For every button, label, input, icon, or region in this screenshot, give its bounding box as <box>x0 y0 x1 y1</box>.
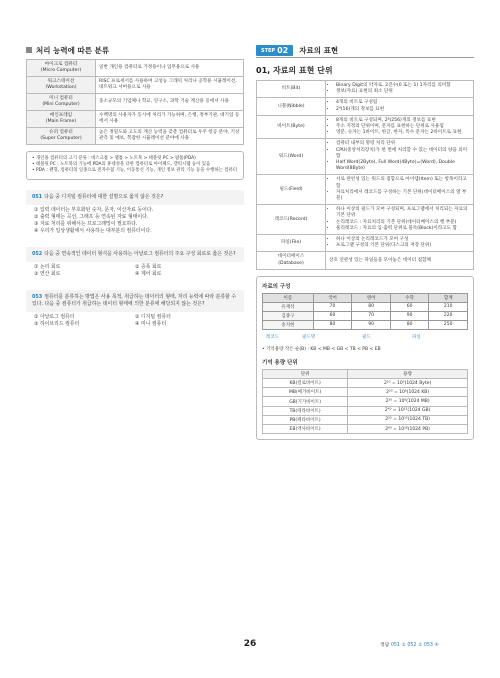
grade-cell: 60 <box>390 302 429 311</box>
unit-name: 비트(Bit) <box>257 81 326 98</box>
grade-cell: 250 <box>429 320 468 329</box>
answer-option[interactable]: ① 입력 데이터는 부호화된 숫자, 문자, 이산자료 등이다. <box>34 206 154 213</box>
class-name: 슈퍼 컴퓨터 (Super Computer) <box>27 128 96 145</box>
example-box <box>256 276 474 440</box>
question-number: 053 <box>32 293 43 300</box>
page-number: 26 <box>243 639 257 649</box>
unit-item: • 영문, 숫자는 1바이트, 한글, 한자, 특수 문자는 2바이트로 표현 <box>336 130 470 136</box>
options <box>26 262 244 280</box>
grade-cell: 80 <box>313 320 352 329</box>
note-box <box>26 151 244 180</box>
unit-item: • 자료처리에서 레코드를 구성하는 기본 단위(데이터베이스의 열 부분) <box>336 190 470 202</box>
unit-item: 상호 연관성 있는 파일들을 모아놓은 데이터 집합체 <box>329 257 431 263</box>
answer-option[interactable]: ② 출력 형태는 곡선, 그래프 등 연속된 자료 형태이다. <box>34 213 149 220</box>
unit-item: • 컴퓨터 내부의 명령 처리 단위 <box>336 141 470 147</box>
question-text: 다음 중 연속적인 데이터 형식을 사용하는 아날로그 컴퓨터의 주요 구성 회로로 옳은 것은? <box>44 250 236 257</box>
question-box <box>26 247 244 262</box>
unit-desc <box>326 115 474 139</box>
answer-option[interactable]: ① 논리 회로 <box>34 263 61 270</box>
grade-row <box>263 320 468 329</box>
unit-name: 바이트(Byte) <box>257 115 326 139</box>
answer-option[interactable]: ③ 자료 처리를 위해서는 프로그래밍이 필요하다. <box>34 220 138 227</box>
capacity-cell: 2⁵⁰ = 10¹⁵(1024 TB) <box>348 415 468 424</box>
step-header <box>256 44 474 58</box>
structure-labels <box>262 330 468 344</box>
question-box <box>26 190 244 205</box>
unit-item: • 물리레코드 : 자료의 입·출력 단위로 블록(Block)이라고도 함 <box>336 226 470 232</box>
capacity-cell: GB(기가바이트) <box>263 397 348 406</box>
grade-header: 합계 <box>429 293 468 302</box>
grade-cell: 210 <box>429 302 468 311</box>
step-title: 자료의 표현 <box>299 46 339 55</box>
class-desc: RISC 프로세서를 사용하여 고성능 그래픽 처리나 공학용 시뮬레이션, 네트워크 서버용으로 사용 <box>96 77 244 94</box>
unit-item: • 서로 관련성 있는 워드의 집합으로 아이템(Item) 또는 항목이라고 함 <box>336 177 470 189</box>
unit-item: • 2⁴(16)개의 정보를 표현 <box>336 107 470 113</box>
grade-header: 영어 <box>352 293 391 302</box>
grade-cell: 60 <box>313 311 352 320</box>
unit-item: • Binary Digit의 약자로, 2진수(0 또는 1) 1자리를 의미함 <box>336 83 470 89</box>
answer-option[interactable]: ② 증폭 회로 <box>135 263 162 270</box>
capacity-cell: TB(테라바이트) <box>263 406 348 415</box>
unit-item: • 하나 이상의 논리레코드가 모여 구성 <box>336 237 470 243</box>
capacity-cell: KB(킬로바이트) <box>263 379 348 388</box>
grade-header: 국어 <box>313 293 352 302</box>
grade-cell: 90 <box>390 311 429 320</box>
example-title: 자료의 구성 <box>262 283 291 290</box>
class-row <box>27 111 244 128</box>
unit-item: • 논리레코드 : 자료처리의 기본 단위(데이터베이스의 행 부분) <box>336 220 470 226</box>
unit-name: 파일(File) <box>257 235 326 252</box>
class-row <box>27 77 244 94</box>
options <box>26 205 244 237</box>
label-field: 필드 <box>362 334 371 340</box>
note-line: • 태블릿 PC : 노트북의 기능에 PDA의 휴대성을 더한 컴퓨터로 아이패드, 갤럭시탭 등이 있음 <box>32 162 211 168</box>
question-number: 051 <box>32 193 43 200</box>
section-title: 처리 능력에 따른 분류 <box>26 44 244 56</box>
capacity-header: 단위 <box>263 369 348 378</box>
grade-row <box>263 302 468 311</box>
class-row <box>27 60 244 77</box>
unit-row <box>257 205 474 235</box>
capacity-cell: MB(메가바이트) <box>263 388 348 397</box>
class-row <box>27 128 244 145</box>
question-box <box>26 290 244 312</box>
unit-item: • CPU(중앙처리장치)가 한 번에 처리할 수 있는 데이터의 양을 의미함 <box>336 148 470 160</box>
left-column <box>26 44 244 340</box>
grade-cell: 송지현 <box>263 320 314 329</box>
class-desc: 수백명의 사용자가 동시에 처리가 가능하며, 은행, 정부기관, 대기업 등에서 사용 <box>96 111 244 128</box>
unit-item: • 정보(자료) 표현의 최소 단위 <box>336 89 470 95</box>
options <box>26 312 244 330</box>
answer-option[interactable]: ④ 제어 회로 <box>135 270 162 277</box>
note-line: • 개인용 컴퓨터의 크기 분류 : 데스크톱 > 랩톱 > 노트북 > 태블릿 PC > 팜톱(PDA) <box>32 156 196 161</box>
class-name: 메인프레임 (Main Frame) <box>27 111 96 128</box>
capacity-header: 용량 <box>348 369 468 378</box>
label-file: 파일 <box>412 334 421 340</box>
grade-cell: 김종구 <box>263 311 314 320</box>
capacity-row <box>263 388 468 397</box>
unit-name: 레코드(Record) <box>257 205 326 235</box>
answer-option[interactable]: ③ 하이브리드 컴퓨터 <box>34 320 80 327</box>
answer-values: 051 ② 052 ② 053 ④ <box>390 643 439 648</box>
unit-name: 데이터베이스 (Database) <box>257 252 326 269</box>
unit-desc <box>326 235 474 252</box>
capacity-cell: 2¹⁰ = 10³(1024 Byte) <box>348 379 468 388</box>
capacity-cell: 2⁶⁰ = 10¹⁸(1024 PB) <box>348 425 468 434</box>
grade-table <box>262 293 468 330</box>
unit-desc <box>326 252 474 269</box>
unit-item: • 프로그램 구성의 기본 단위(디스크의 저장 단위) <box>336 243 470 249</box>
grade-header: 이름 <box>263 293 314 302</box>
grade-cell: 90 <box>352 320 391 329</box>
unit-desc <box>326 139 474 175</box>
units-table <box>256 80 474 270</box>
label-fieldname: 필드명 <box>302 334 316 340</box>
note-line: • PDA : 펜형, 컴퓨터의 일종으로 전자수첩 기능, 이동통신 기능, 개인 정보 관리 기능 등을 수행하는 컴퓨터 <box>32 168 237 174</box>
class-name: 미니 컴퓨터 (Mini Computer) <box>27 94 96 111</box>
unit-desc <box>326 175 474 205</box>
unit-desc <box>326 98 474 115</box>
question <box>26 190 244 237</box>
label-record: 레코드 <box>266 334 280 340</box>
unit-row <box>257 175 474 205</box>
answer-option[interactable]: ④ 우리가 일상생활에서 사용하는 대부분의 컴퓨터이다. <box>34 227 152 234</box>
question-text: 다음 중 디지털 컴퓨터에 대한 설명으로 옳지 않은 것은? <box>44 193 164 200</box>
right-column <box>256 44 474 440</box>
grade-cell: 220 <box>429 311 468 320</box>
answer-option[interactable]: ① 아날로그 컴퓨터 <box>34 313 75 320</box>
capacity-cell: PB(페타바이트) <box>263 415 348 424</box>
grade-cell: 70 <box>352 311 391 320</box>
answer-label: 정답 <box>380 643 390 648</box>
grade-cell: 70 <box>313 302 352 311</box>
class-row <box>27 94 244 111</box>
unit-row <box>257 139 474 175</box>
class-name: 워크스테이션 (Workstation) <box>27 77 96 94</box>
grade-cell: 80 <box>352 302 391 311</box>
class-desc: 중소규모의 기업체나 학교, 연구소, 과학 기술 계산용 등에서 사용 <box>96 94 244 111</box>
unit-item: • Half Word(2Byte), Full Word(4Byte)=(Word), Double Word(8Byte) <box>336 160 470 172</box>
class-desc: 높은 정밀도와 고도의 계산 능력을 갖춘 컴퓨터로 우주 항공 분야, 기상 관측 및 예보, 복잡한 시뮬레이션 분야에 사용 <box>96 128 244 145</box>
unit-row <box>257 252 474 269</box>
unit-name: 워드(Word) <box>257 139 326 175</box>
unit-item: • 8개의 비트로 구성되며, 2⁸(256)개의 정보를 표현 <box>336 118 470 124</box>
unit-item: • 하나 이상의 필드가 모여 구성되며, 프로그램에서 처리되는 자료의 기본 단위 <box>336 207 470 219</box>
subtitle: 01, 자료의 표현 단위 <box>256 66 333 75</box>
answer-option[interactable]: ④ 미니 컴퓨터 <box>135 320 167 327</box>
unit-row <box>257 235 474 252</box>
capacity-row <box>263 415 468 424</box>
capacity-row <box>263 379 468 388</box>
unit-row <box>257 98 474 115</box>
unit-name: 필드(Field) <box>257 175 326 205</box>
capacity-cell: 2³⁰ = 10⁹(1024 MB) <box>348 397 468 406</box>
unit-name: 니블(Nibble) <box>257 98 326 115</box>
unit-item: • 주소 지정의 단위이며, 문자를 표현하는 단위로 사용됨 <box>336 124 470 130</box>
capacity-row <box>263 406 468 415</box>
capacity-row <box>263 397 468 406</box>
step-badge: STEP 02 <box>256 45 293 56</box>
capacity-title: 기억 용량 단위 <box>262 359 298 366</box>
unit-row <box>257 81 474 98</box>
questions <box>26 190 244 330</box>
answer-option[interactable]: ② 디지털 컴퓨터 <box>135 313 171 320</box>
grade-header: 수학 <box>390 293 429 302</box>
capacity-order-note: • 기억용량 작은 순(B) : KB < MB < GB < TB < PB < EB <box>262 346 381 352</box>
grade-row <box>263 311 468 320</box>
unit-row <box>257 115 474 139</box>
question-text: 컴퓨터를 분류하는 방법은 사용 목적, 취급하는 데이터의 형태, 처리 능력에 따라 분류할 수 있다. 다음 중 컴퓨터가 취급하는 데이터 형태에 의한 분류에 해당되지 않는 것은? <box>32 293 237 307</box>
capacity-cell: 2⁴⁰ = 10¹²(1024 GB) <box>348 406 468 415</box>
class-desc: 일반 개인용 컴퓨터로 가정용이나 업무용으로 사용 <box>96 60 244 77</box>
unit-desc <box>326 81 474 98</box>
answer-key <box>380 641 439 648</box>
classification-table <box>26 59 244 145</box>
question-number: 052 <box>32 250 43 257</box>
capacity-row <box>263 425 468 434</box>
grade-cell: 유재석 <box>263 302 314 311</box>
grade-cell: 80 <box>390 320 429 329</box>
capacity-cell: 2²⁰ = 10⁶(1024 KB) <box>348 388 468 397</box>
question <box>26 247 244 280</box>
capacity-table <box>262 369 468 434</box>
capacity-cell: EB(엑사바이트) <box>263 425 348 434</box>
answer-option[interactable]: ③ 연산 회로 <box>34 270 61 277</box>
class-name: 마이크로 컴퓨터 (Micro Computer) <box>27 60 96 77</box>
question <box>26 290 244 330</box>
unit-item: • 4개의 비트로 구성됨 <box>336 100 470 106</box>
bullet-square-icon <box>26 47 32 53</box>
unit-desc <box>326 205 474 235</box>
